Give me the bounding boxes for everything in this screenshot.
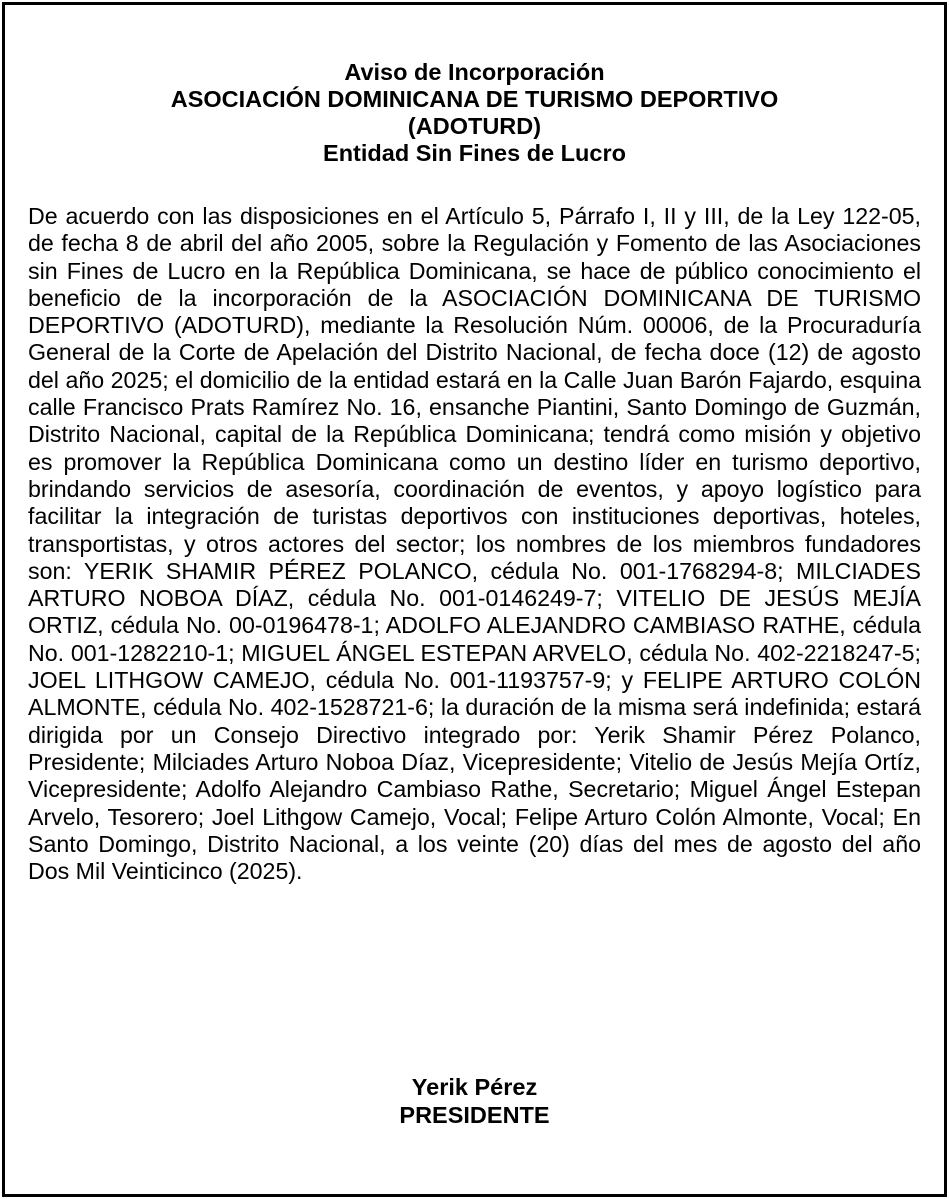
notice-frame xyxy=(2,2,947,1197)
notice-body: De acuerdo con las disposiciones en el Artículo 5, Párrafo I, II y III, de la Ley 122-05, de fecha 8 de abril del año 2005, sobre la Regulación y Fomento de las Asociaciones sin Fines de Lucro en la República Dominicana, se hace de público conocimiento el beneficio de la incorporación de la ASOCIACIÓN DOMINICANA DE TURISMO DEPORTIVO (ADOTURD), mediante la Resolución Núm. 00006, de la Procuraduría General de la Corte de Apelación del Distrito Nacional, de fecha doce (12) de agosto del año 2025; el domicilio de la entidad estará en la Calle Juan Barón Fajardo, esquina calle Francisco Prats Ramírez No. 16, ensanche Piantini, Santo Domingo de Guzmán, Distrito Nacional, capital de la República Dominicana; tendrá como misión y objetivo es promover la República Dominicana como un destino líder en turismo deportivo, brindando servicios de asesoría, coordinación de eventos, y apoyo logístico para facilitar la integración de turistas deportivos con instituciones deportivas, hoteles, transportistas, y otros actores del sector; los nombres de los miembros fundadores son: YERIK SHAMIR PÉREZ POLANCO, cédula No. 001-1768294-8; MILCIADES ARTURO NOBOA DÍAZ, cédula No. 001-0146249-7; VITELIO DE JESÚS MEJÍA ORTIZ, cédula No. 00-0196478-1; ADOLFO ALEJANDRO CAMBIASO RATHE, cédula No. 001-1282210-1; MIGUEL ÁNGEL ESTEPAN ARVELO, cédula No. 402-2218247-5; JOEL LITHGOW CAMEJO, cédula No. 001-1193757-9; y FELIPE ARTURO COLÓN ALMONTE, cédula No. 402-1528721-6; la duración de la misma será indefinida; estará dirigida por un Consejo Directivo integrado por: Yerik Shamir Pérez Polanco, Presidente; Milciades Arturo Noboa Díaz, Vicepresidente; Vitelio de Jesús Mejía Ortíz, Vicepresidente; Adolfo Alejandro Cambiaso Rathe, Secretario; Miguel Ángel Estepan Arvelo, Tesorero; Joel Lithgow Camejo, Vocal; Felipe Arturo Colón Almonte, Vocal; En Santo Domingo, Distrito Nacional, a los veinte (20) días del mes de agosto del año Dos Mil Veinticinco (2025). xyxy=(28,203,921,885)
signatory-name: Yerik Pérez xyxy=(411,1074,538,1100)
signatory-title: PRESIDENTE xyxy=(399,1102,550,1128)
association-name: ASOCIACIÓN DOMINICANA DE TURISMO DEPORTIVO xyxy=(170,86,779,112)
association-acronym: (ADOTURD) xyxy=(407,113,542,139)
signature-block xyxy=(5,1073,944,1129)
notice-heading xyxy=(5,59,944,167)
entity-type: Entidad Sin Fines de Lucro xyxy=(323,140,626,166)
notice-type-title: Aviso de Incorporación xyxy=(344,59,605,85)
